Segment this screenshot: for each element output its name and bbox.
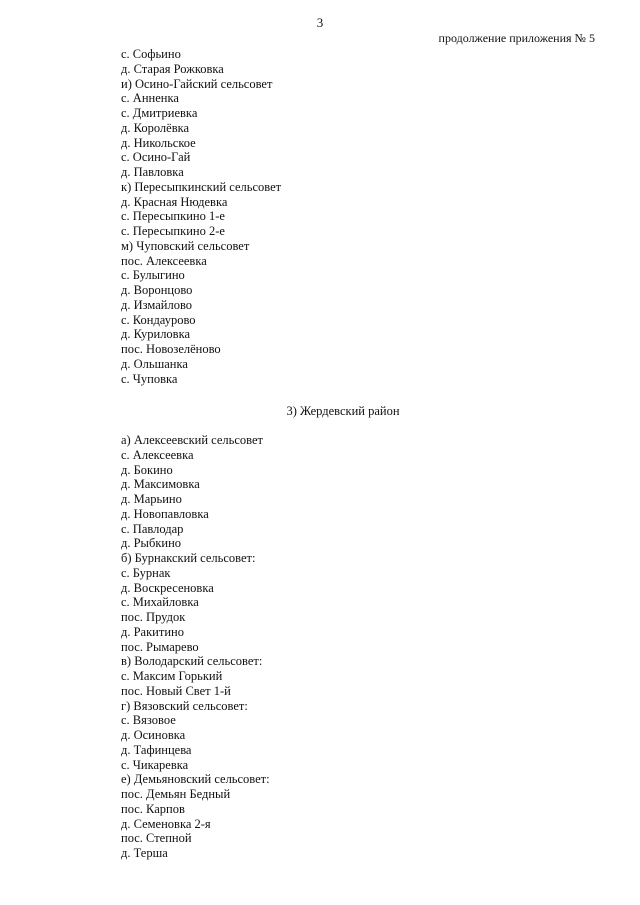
list-item: пос. Степной xyxy=(121,831,192,846)
list-item: д. Рыбкино xyxy=(121,536,182,551)
list-item: д. Осиновка xyxy=(121,728,186,742)
list-item: с. Софьино xyxy=(121,47,181,61)
settlement-list-first xyxy=(121,47,281,386)
list-item: д. Никольское xyxy=(121,135,196,150)
list-item: с. Осино-Гай xyxy=(121,150,191,165)
list-item: д. Старая Рожковка xyxy=(121,61,224,76)
list-item: к) Пересыпкинский сельсовет xyxy=(121,179,282,194)
section-heading-district: 3) Жердевский район xyxy=(286,404,400,418)
list-item: д. Воскресеновка xyxy=(121,580,214,595)
list-item: пос. Новый Свет 1-й xyxy=(121,683,231,698)
list-item: в) Володарский сельсовет: xyxy=(121,654,263,669)
page-number: 3 xyxy=(316,15,324,30)
list-item: пос. Рымарево xyxy=(121,639,199,654)
list-item: д. Марьино xyxy=(121,492,182,506)
list-item: д. Семеновка 2-я xyxy=(121,816,211,831)
list-item: пос. Новозелёново xyxy=(121,342,221,356)
list-item: д. Терша xyxy=(121,846,168,860)
list-item: с. Максим Горький xyxy=(121,669,223,683)
list-item: д. Павловка xyxy=(121,165,184,179)
list-item: с. Павлодар xyxy=(121,521,184,536)
list-item: д. Бокино xyxy=(121,462,173,477)
list-item: д. Измайлово xyxy=(121,297,193,312)
list-item: пос. Карпов xyxy=(121,801,185,816)
list-item: пос. Прудок xyxy=(121,610,186,624)
list-item: с. Вязовое xyxy=(121,713,176,728)
list-item: г) Вязовский сельсовет: xyxy=(121,698,248,713)
list-item: м) Чуповский сельсовет xyxy=(121,238,250,253)
list-item: с. Кондаурово xyxy=(121,312,196,327)
list-item: с. Дмитриевка xyxy=(121,106,198,120)
list-item: д. Воронцово xyxy=(121,283,193,297)
list-item: д. Новопавловка xyxy=(121,506,209,521)
list-item: с. Михайловка xyxy=(121,595,199,610)
list-item: д. Красная Нюдевка xyxy=(121,194,228,209)
list-item: с. Алексеевка xyxy=(121,447,194,462)
list-item: д. Королёвка xyxy=(121,120,190,135)
list-item: е) Демьяновский сельсовет: xyxy=(121,772,270,787)
list-item: д. Максимовка xyxy=(121,477,200,492)
settlement-list-second xyxy=(121,433,270,861)
list-item: с. Чуповка xyxy=(121,371,178,386)
list-item: с. Пересыпкино 1-е xyxy=(121,209,225,224)
list-item: д. Ольшанка xyxy=(121,356,188,371)
list-item: пос. Демьян Бедный xyxy=(121,787,231,801)
list-item: д. Ракитино xyxy=(121,624,184,639)
list-item: с. Бурнак xyxy=(121,565,171,580)
appendix-continuation-note: продолжение приложения № 5 xyxy=(438,31,595,45)
list-item: пос. Алексеевка xyxy=(121,253,207,268)
list-item: д. Куриловка xyxy=(121,327,191,342)
list-item: д. Тафинцева xyxy=(121,742,192,757)
list-item: а) Алексеевский сельсовет xyxy=(121,433,263,447)
list-item: и) Осино-Гайский сельсовет xyxy=(121,76,273,91)
list-item: с. Анненка xyxy=(121,91,179,106)
list-item: с. Чикаревка xyxy=(121,757,189,772)
list-item: б) Бурнакский сельсовет: xyxy=(121,551,256,565)
list-item: с. Пересыпкино 2-е xyxy=(121,224,225,238)
list-item: с. Булыгино xyxy=(121,268,185,283)
